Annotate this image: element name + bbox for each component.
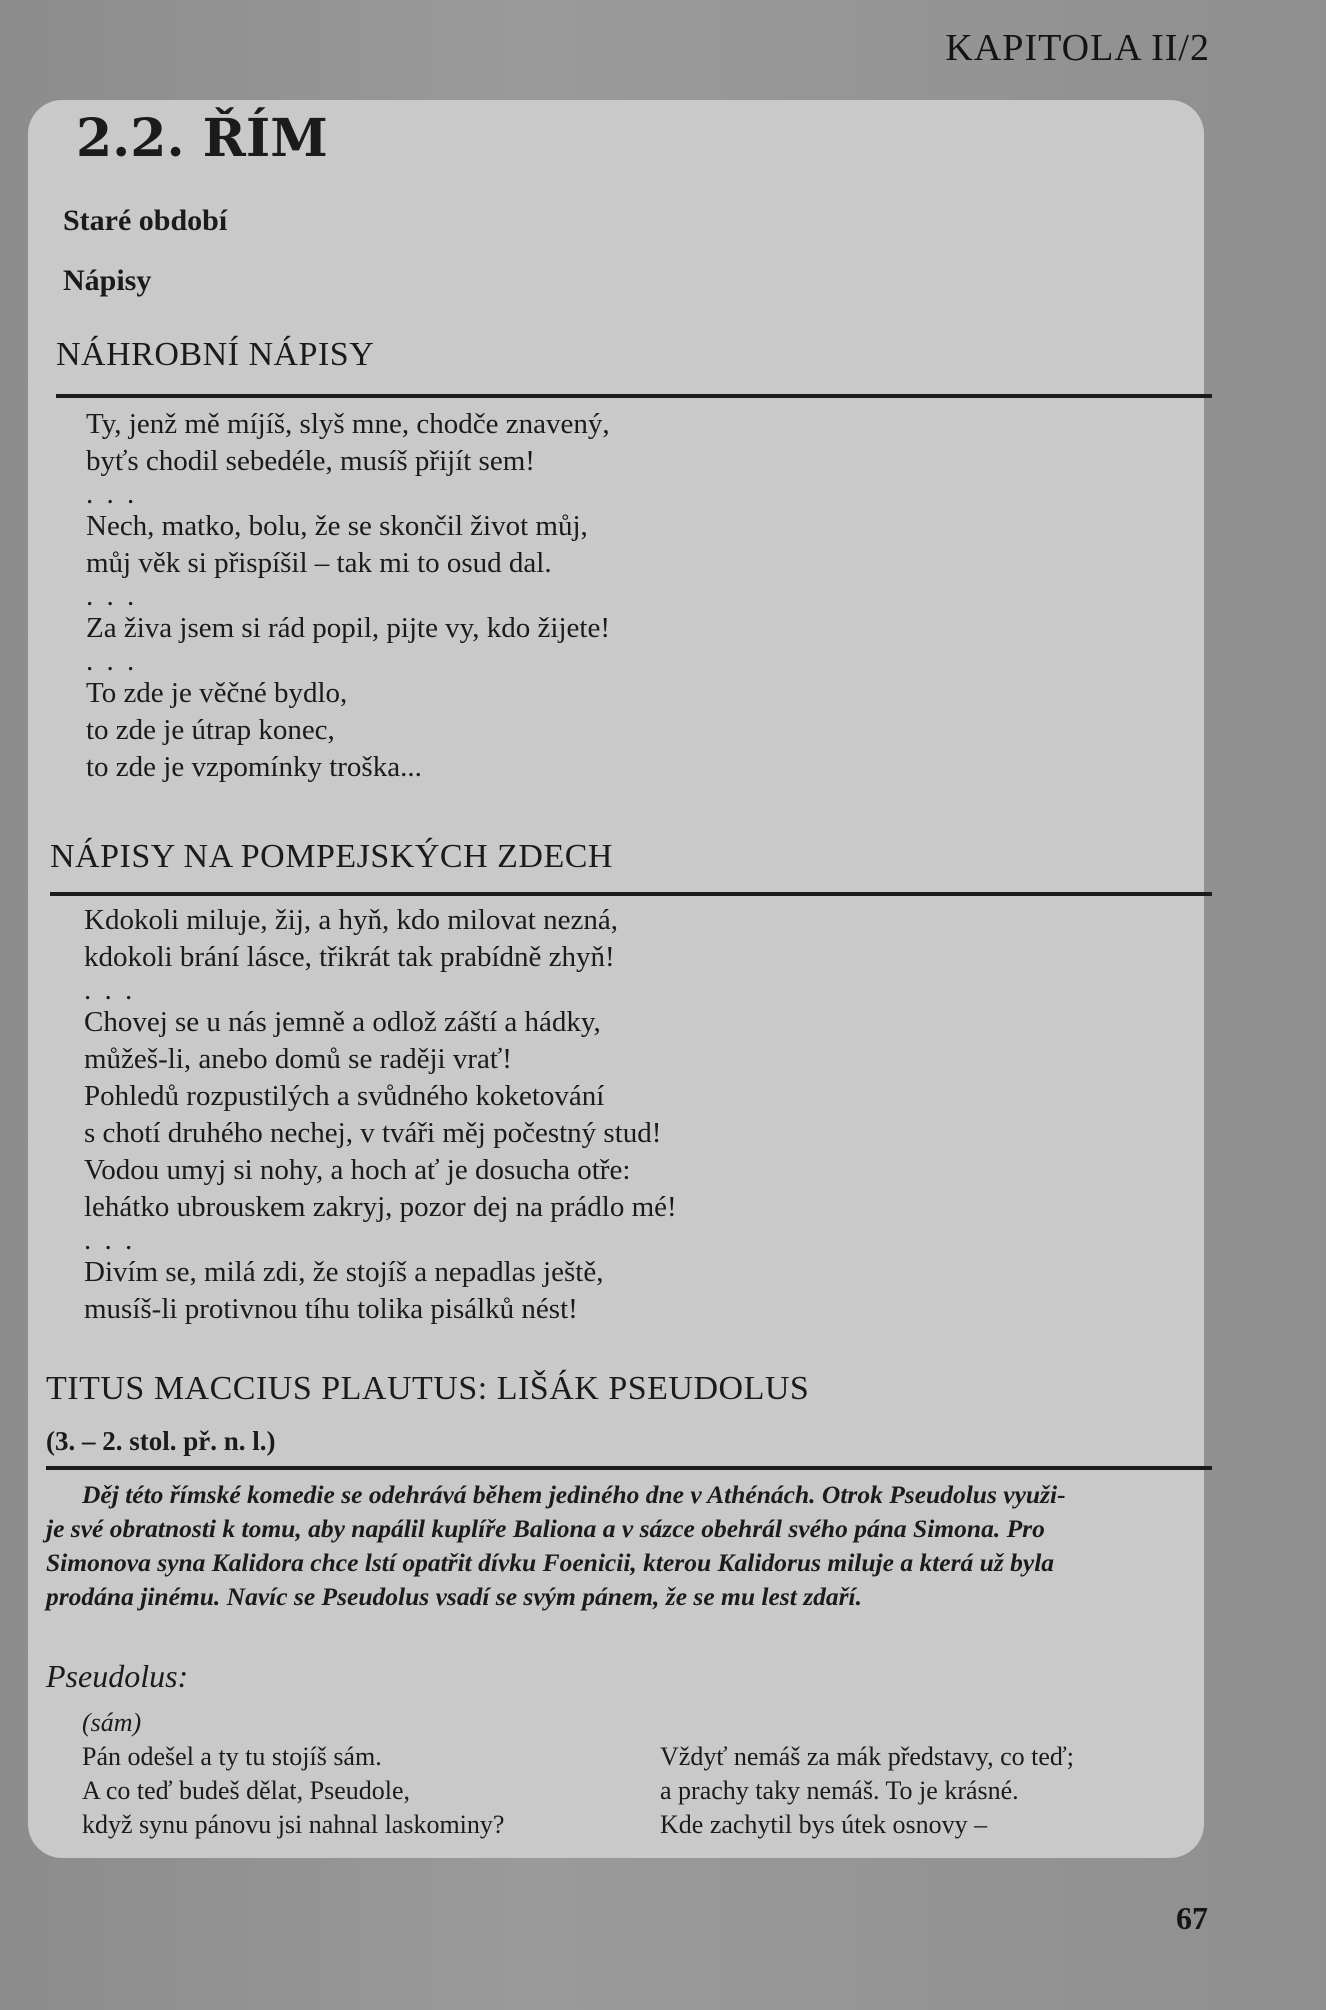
poem-ellipsis: . . . bbox=[84, 1224, 136, 1256]
section-title: 2.2. ŘÍM bbox=[76, 108, 328, 169]
poem-line: Nech, matko, bolu, že se skončil život můj, bbox=[86, 510, 588, 542]
content-panel bbox=[28, 100, 1204, 1858]
pompeii-heading: NÁPISY NA POMPEJSKÝCH ZDECH bbox=[50, 838, 613, 875]
poem-line: Pohledů rozpustilých a svůdného koketování bbox=[84, 1080, 605, 1112]
dialogue-left-column bbox=[82, 1706, 504, 1842]
chapter-header: KAPITOLA II/2 bbox=[945, 27, 1210, 69]
page-number: 67 bbox=[1176, 1900, 1208, 1936]
poem-line: Chovej se u nás jemně a odlož záští a hádky, bbox=[84, 1006, 601, 1038]
dialogue-line: A co teď budeš dělat, Pseudole, bbox=[82, 1776, 411, 1805]
plautus-heading: TITUS MACCIUS PLAUTUS: LIŠÁK PSEUDOLUS bbox=[46, 1370, 810, 1407]
poem-ellipsis: . . . bbox=[86, 580, 138, 612]
synopsis-line: Děj této římské komedie se odehrává během jediného dne v Athénách. Otrok Pseudolus využi- bbox=[82, 1480, 1066, 1509]
poem-line: můj věk si přispíšil – tak mi to osud dal. bbox=[86, 547, 552, 579]
dialogue-line: Kde zachytil bys útek osnovy – bbox=[660, 1810, 988, 1839]
synopsis-line: Simonova syna Kalidora chce lstí opatřit dívku Foenicii, kterou Kalidorus miluje a která už byla bbox=[46, 1548, 1055, 1577]
dialogue-line: Pán odešel a ty tu stojíš sám. bbox=[82, 1742, 382, 1771]
tomb-heading-rule bbox=[56, 394, 1212, 398]
poem-line: byťs chodil sebedéle, musíš přijít sem! bbox=[86, 445, 535, 477]
poem-ellipsis: . . . bbox=[84, 974, 136, 1006]
stage-direction: (sám) bbox=[82, 1708, 142, 1737]
subsection-label: Nápisy bbox=[63, 264, 152, 297]
poem-line: Kdokoli miluje, žij, a hyň, kdo milovat nezná, bbox=[84, 904, 618, 936]
poem-ellipsis: . . . bbox=[86, 645, 138, 677]
tomb-poem bbox=[86, 406, 610, 786]
dialogue-line: když synu pánovu jsi nahnal laskominy? bbox=[82, 1810, 505, 1839]
poem-line: musíš-li protivnou tíhu tolika pisálků nést! bbox=[84, 1293, 578, 1325]
dialogue-line: Vždyť nemáš za mák představy, co teď; bbox=[660, 1742, 1074, 1771]
poem-line: to zde je vzpomínky troška... bbox=[86, 751, 422, 783]
period-label: Staré období bbox=[63, 204, 228, 237]
dialogue-right-column bbox=[660, 1740, 1074, 1842]
poem-line: Ty, jenž mě míjíš, slyš mne, chodče znavený, bbox=[86, 408, 610, 440]
plot-synopsis bbox=[46, 1478, 1196, 1614]
plautus-dates: (3. – 2. stol. př. n. l.) bbox=[46, 1426, 276, 1456]
pompeii-heading-rule bbox=[50, 892, 1212, 896]
poem-line: kdokoli brání lásce, třikrát tak prabídně zhyň! bbox=[84, 941, 615, 973]
poem-line: to zde je útrap konec, bbox=[86, 714, 335, 746]
poem-line: Za živa jsem si rád popil, pijte vy, kdo žijete! bbox=[86, 612, 610, 644]
poem-line: To zde je věčné bydlo, bbox=[86, 677, 348, 709]
poem-line: lehátko ubrouskem zakryj, pozor dej na prádlo mé! bbox=[84, 1191, 677, 1223]
synopsis-line: prodána jinému. Navíc se Pseudolus vsadí se svým pánem, že se mu lest zdaří. bbox=[46, 1582, 862, 1611]
plautus-heading-rule bbox=[46, 1466, 1212, 1470]
tomb-heading: NÁHROBNÍ NÁPISY bbox=[56, 336, 375, 373]
poem-line: Vodou umyj si nohy, a hoch ať je dosucha otře: bbox=[84, 1154, 631, 1186]
poem-line: Divím se, milá zdi, že stojíš a nepadlas ještě, bbox=[84, 1256, 604, 1288]
poem-ellipsis: . . . bbox=[86, 478, 138, 510]
synopsis-line: je své obratnosti k tomu, aby napálil kuplíře Baliona a v sázce obehrál svého pána Simona. Pro bbox=[46, 1514, 1045, 1543]
speaker-name: Pseudolus: bbox=[46, 1658, 189, 1694]
poem-line: s chotí druhého nechej, v tváři měj počestný stud! bbox=[84, 1117, 662, 1149]
dialogue-line: a prachy taky nemáš. To je krásné. bbox=[660, 1776, 1019, 1805]
pompeii-poem bbox=[84, 902, 677, 1328]
poem-line: můžeš-li, anebo domů se raději vrať! bbox=[84, 1043, 512, 1075]
